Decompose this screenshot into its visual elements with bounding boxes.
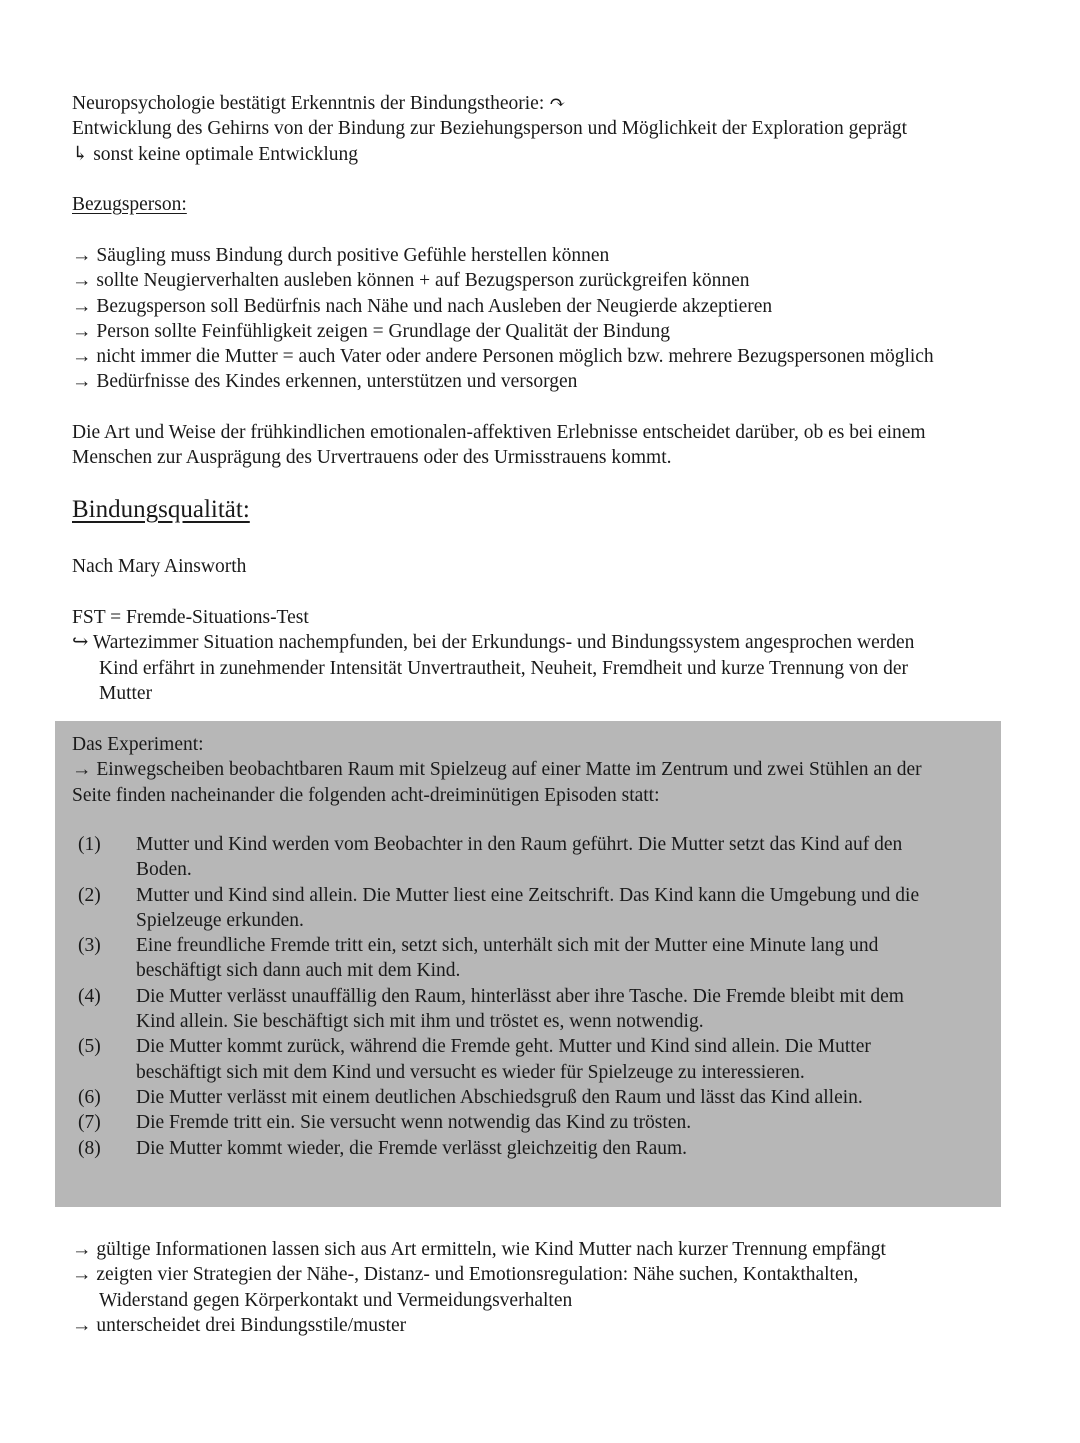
bezugsperson-list [72, 243, 1022, 395]
author-line-block [72, 554, 1022, 579]
intro-line-1: Neuropsychologie bestätigt Erkenntnis der Bindungstheorie: ↷ [72, 93, 566, 114]
episode-number: (5) [78, 1036, 101, 1058]
bezugsperson-section [72, 192, 1022, 217]
intro-section [72, 91, 1022, 167]
episode-item [78, 1136, 998, 1161]
episode-item [78, 933, 998, 984]
episode-number: (2) [78, 884, 101, 906]
episode-text: beschäftigt sich dann auch mit dem Kind. [136, 960, 461, 982]
episode-number: (3) [78, 935, 101, 957]
experiment-intro-line-1: → Einwegscheiben beobachtbaren Raum mit Spielzeug auf einer Matte im Zentrum und zwei Stühlen an der [72, 759, 922, 781]
conclusion-line-1: → gültige Informationen lassen sich aus Art ermitteln, wie Kind Mutter nach kurzer Trennung empfängt [72, 1239, 886, 1260]
episode-number: (7) [78, 1112, 101, 1134]
list-item: → nicht immer die Mutter = auch Vater oder andere Personen möglich bzw. mehrere Bezugspersonen möglich [72, 346, 934, 368]
intro-line-2: Entwicklung des Gehirns von der Bindung zur Beziehungsperson und Möglichkeit der Exploration geprägt [72, 118, 908, 140]
episode-number: (6) [78, 1086, 101, 1108]
episode-text: Eine freundliche Fremde tritt ein, setzt sich, unterhält sich mit der Mutter eine Minute lang und [136, 935, 879, 957]
list-item: → Person sollte Feinfühligkeit zeigen = Grundlage der Qualität der Bindung [72, 320, 671, 342]
episode-item [78, 1085, 998, 1110]
episode-number: (4) [78, 985, 101, 1007]
conclusion-line-4: → unterscheidet drei Bindungsstile/muster [72, 1314, 407, 1336]
fst-title: FST = Fremde-Situations-Test [72, 607, 309, 628]
fst-line-3: Mutter [99, 682, 153, 704]
episode-item [78, 832, 998, 883]
list-item: → Bezugsperson soll Bedürfnis nach Nähe und nach Ausleben der Neugierde akzeptieren [72, 295, 773, 317]
fst-line-1: ↪ Wartezimmer Situation nachempfunden, bei der Erkundungs- und Bindungssystem angesprochen werden [72, 632, 915, 654]
experiment-intro [72, 732, 1022, 808]
episode-number: (1) [78, 834, 101, 855]
episode-text: Die Mutter kommt wieder, die Fremde verlässt gleichzeitig den Raum. [136, 1137, 688, 1159]
bezugsperson-heading: Bezugsperson: [72, 194, 187, 215]
episode-text: Spielzeuge erkunden. [136, 909, 304, 931]
conclusion-line-2: → zeigten vier Strategien der Nähe-, Distanz- und Emotionsregulation: Nähe suchen, Kontakthalten, [72, 1264, 859, 1286]
episode-item [78, 883, 998, 934]
bindungsqualitaet-section [72, 495, 1022, 525]
episode-text: Die Mutter verlässt unauffällig den Raum, hinterlässt aber ihre Tasche. Die Fremde bleibt mit dem [136, 985, 904, 1007]
author-line: Nach Mary Ainsworth [72, 556, 247, 577]
episode-text: Mutter und Kind werden vom Beobachter in den Raum geführt. Die Mutter setzt das Kind auf den [136, 834, 903, 855]
list-item: → Bedürfnisse des Kindes erkennen, unterstützen und versorgen [72, 371, 578, 393]
list-item: → sollte Neugierverhalten ausleben können + auf Bezugsperson zurückgreifen können [72, 270, 750, 292]
paragraph-line-1: Die Art und Weise der frühkindlichen emotionalen-affektiven Erlebnisse entscheidet darüber, ob es bei einem [72, 422, 926, 443]
experiment-intro-line-2: Seite finden nacheinander die folgenden acht-dreiminütigen Episoden statt: [72, 784, 660, 806]
episode-text: Die Mutter verlässt mit einem deutlichen Abschiedsgruß den Raum und lässt das Kind allein. [136, 1086, 863, 1108]
episode-text: Die Mutter kommt zurück, während die Fremde geht. Mutter und Kind sind allein. Die Mutter [136, 1036, 871, 1058]
episode-number: (8) [78, 1137, 101, 1159]
experiment-title: Das Experiment: [72, 734, 204, 755]
episode-text: Boden. [136, 859, 192, 881]
episode-text: Kind allein. Sie beschäftigt sich mit ihm und tröstet es, wenn notwendig. [136, 1011, 704, 1033]
episode-text: beschäftigt sich mit dem Kind und versucht es wieder für Spielzeuge zu interessieren. [136, 1061, 805, 1083]
conclusion-line-3: Widerstand gegen Körperkontakt und Vermeidungsverhalten [99, 1289, 573, 1311]
episode-text: Die Fremde tritt ein. Sie versucht wenn notwendig das Kind zu trösten. [136, 1112, 692, 1134]
episode-item [78, 1034, 998, 1085]
bindungsqualitaet-heading: Bindungsqualität: [72, 496, 250, 523]
episode-text: Mutter und Kind sind allein. Die Mutter liest eine Zeitschrift. Das Kind kann die Umgebung und die [136, 884, 920, 906]
conclusion-section [72, 1237, 1022, 1338]
intro-line-3: ↳ sonst keine optimale Entwicklung [72, 143, 359, 165]
episode-item [78, 1110, 998, 1135]
fst-line-2: Kind erfährt in zunehmender Intensität Unvertrautheit, Neuheit, Fremdheit und kurze Trennung von der [99, 657, 909, 679]
urvertrauen-paragraph [72, 420, 1022, 471]
episode-item [78, 984, 998, 1035]
fst-section [72, 605, 1022, 706]
list-item: → Säugling muss Bindung durch positive Gefühle herstellen können [72, 245, 610, 266]
episode-list [78, 832, 998, 1161]
paragraph-line-2: Menschen zur Ausprägung des Urvertrauens oder des Urmisstrauens kommt. [72, 447, 672, 469]
